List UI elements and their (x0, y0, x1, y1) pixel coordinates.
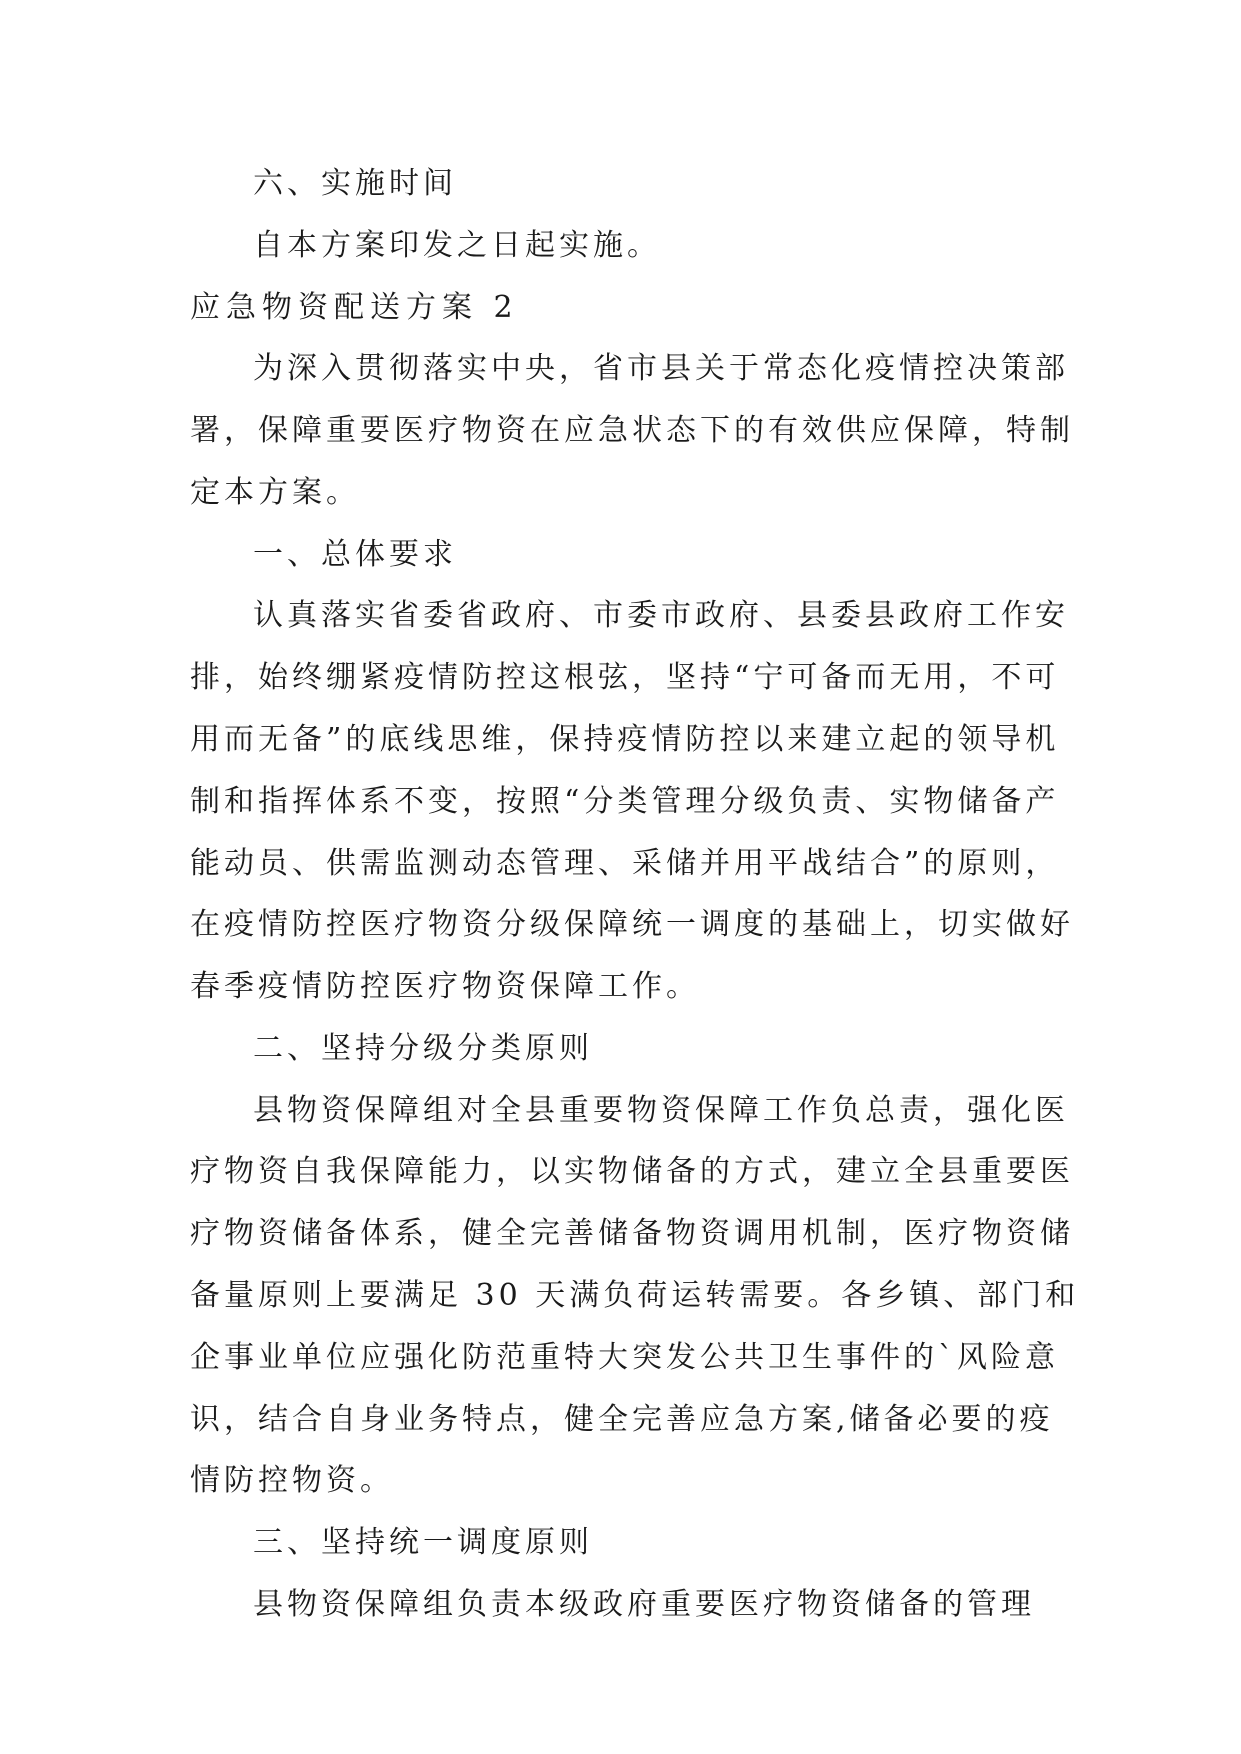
paragraph-line: 县物资保障组负责本级政府重要医疗物资储备的管理 (253, 1587, 1035, 1622)
paragraph-line: 企事业单位应强化防范重特大突发公共卫生事件的`风险意 (190, 1340, 1059, 1375)
paragraph-line: 识，结合自身业务特点，健全完善应急方案,储备必要的疫 (190, 1402, 1054, 1437)
paragraph-line: 县物资保障组对全县重要物资保障工作负总责，强化医 (253, 1093, 1069, 1128)
paragraph-line: 疗物资自我保障能力，以实物储备的方式，建立全县重要医 (190, 1154, 1074, 1189)
paragraph-line: 署，保障重要医疗物资在应急状态下的有效供应保障，特制 (190, 413, 1074, 448)
paragraph-line: 能动员、供需监测动态管理、采储并用平战结合”的原则， (190, 846, 1060, 881)
paragraph-line: 用而无备”的底线思维，保持疫情防控以来建立起的领导机 (190, 722, 1060, 757)
paragraph-line: 为深入贯彻落实中央，省市县关于常态化疫情控决策部 (253, 351, 1069, 386)
paragraph-line: 自本方案印发之日起实施。 (253, 228, 661, 263)
paragraph-line: 认真落实省委省政府、市委市政府、县委县政府工作安 (253, 598, 1069, 633)
section-heading-unified-dispatch-principle: 三、坚持统一调度原则 (253, 1525, 593, 1560)
paragraph-line: 春季疫情防控医疗物资保障工作。 (190, 969, 700, 1004)
paragraph-line: 制和指挥体系不变，按照“分类管理分级负责、实物储备产 (190, 784, 1060, 819)
paragraph-line: 排，始终绷紧疫情防控这根弦，坚持“宁可备而无用，不可 (190, 660, 1060, 695)
section-heading-implementation-time: 六、实施时间 (253, 166, 457, 201)
paragraph-line: 疗物资储备体系，健全完善储备物资调用机制，医疗物资储 (190, 1216, 1074, 1251)
paragraph-line: 情防控物资。 (190, 1463, 394, 1498)
section-heading-classification-principle: 二、坚持分级分类原则 (253, 1031, 593, 1066)
paragraph-line: 定本方案。 (190, 475, 360, 510)
section-heading-general-requirements: 一、总体要求 (253, 537, 457, 572)
paragraph-line: 在疫情防控医疗物资分级保障统一调度的基础上，切实做好 (190, 907, 1074, 942)
document-title: 应急物资配送方案 2 (190, 290, 519, 325)
paragraph-line: 备量原则上要满足 30 天满负荷运转需要。各乡镇、部门和 (190, 1278, 1080, 1313)
